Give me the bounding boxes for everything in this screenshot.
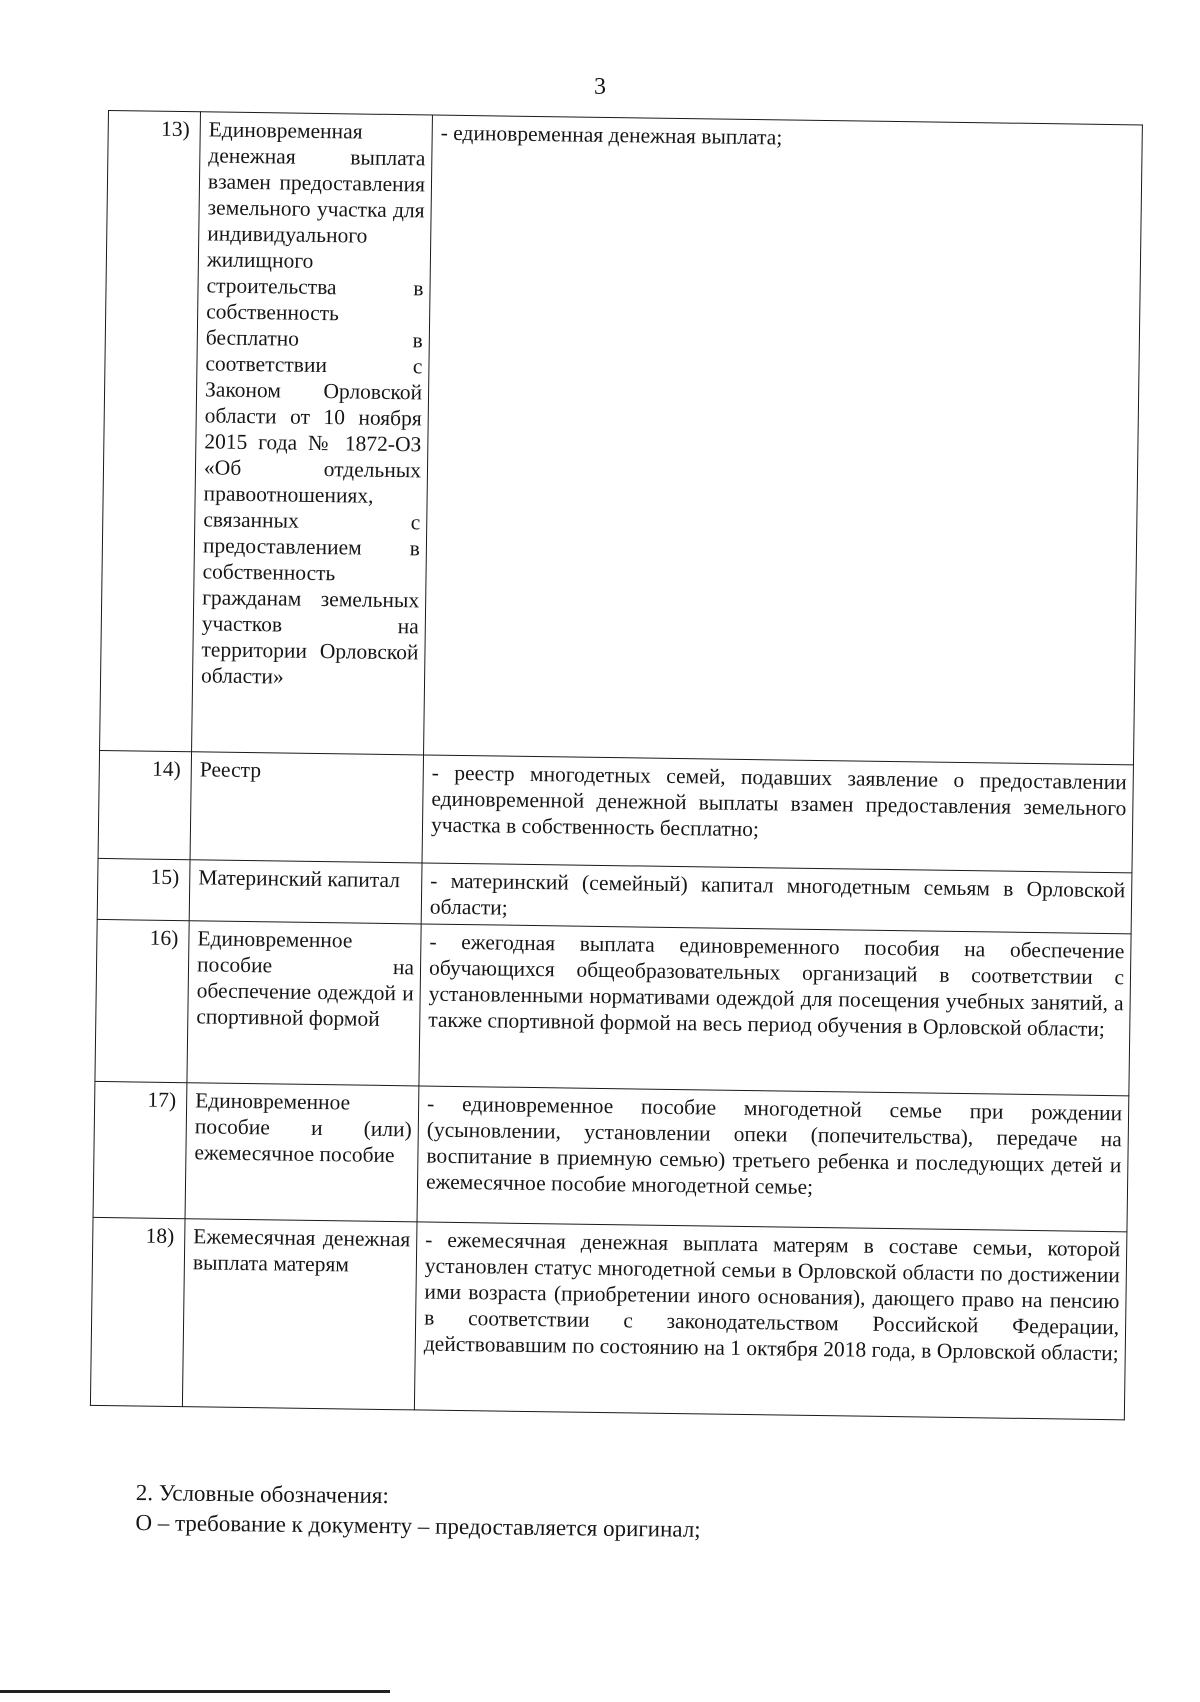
table-row [100, 111, 1143, 765]
row-number: 16) [95, 919, 189, 1082]
row-name: Единовременное пособие на обеспечение одеждой и спортивной формой [187, 921, 421, 1086]
row-number: 18) [90, 1217, 185, 1406]
row-number: 13) [100, 111, 201, 752]
table-row [98, 750, 1133, 872]
row-number: 14) [98, 750, 191, 859]
notes-line: О – требование к документу – предоставляется оригинал; [135, 1509, 701, 1542]
row-description: - единовременное пособие многодетной семье при рождении (усыновлении, установлении опеки (попечительства), передаче на воспитание в приемную семью) третьего ребенка и последующих детей и ежемесячное пособие многодетной семье; [417, 1086, 1129, 1232]
table-row [90, 1217, 1127, 1419]
row-name: Материнский капитал [189, 860, 422, 924]
row-name: Ежемесячная денежная выплата матерям [182, 1219, 417, 1410]
bottom-scan-line [0, 1690, 390, 1693]
row-description: - материнский (семейный) капитал многодетным семьям в Орловской области; [421, 863, 1132, 934]
row-number: 15) [97, 858, 190, 920]
page-number: 3 [594, 74, 606, 100]
row-name [192, 112, 433, 755]
row-description: - единовременная денежная выплата; [424, 115, 1143, 765]
row-number: 17) [93, 1081, 187, 1218]
row-description: - ежегодная выплата единовременного пособия на обеспечение обучающихся общеобразовательных организаций в соответствии с установленными нормативами одеждой для посещения учебных занятий, а также спортивной формой на весь период обучения в Орловской области; [419, 924, 1131, 1096]
notes-heading: 2. Условные обозначения: [135, 1479, 390, 1509]
row-description: - ежемесячная денежная выплата матерям в составе семьи, которой установлен статус многодетной семьи в Орловской области по достижении ими возраста (приобретении иного основания), дающего право на пенсию в соответствии с законодательством Российской Федерации, действовавшим по состоянию на 1 октября 2018 года, в Орловской области; [414, 1222, 1127, 1420]
row-name-text: Единовременная денежная выплата взамен предоставления земельного участка для индивидуального жилищного строительства в собственность бесплатно в соответствии с Законом Орловской области от 10 ноября 2015 года № 1872-ОЗ «Об отдельных правоотношениях, связанных с предоставлением в собственность гражданам земельных участков на территории Орловской области» [200, 117, 426, 689]
row-description: - реестр многодетных семей, подавших заявление о предоставлении единовременной денежной выплаты взамен предоставления земельного участка в собственность бесплатно; [422, 755, 1133, 873]
notes-section [135, 1478, 701, 1545]
row-name: Единовременное пособие и (или) ежемесячное пособие [185, 1083, 419, 1222]
table-row [95, 919, 1131, 1095]
table-row [93, 1081, 1129, 1231]
row-name: Реестр [190, 752, 423, 863]
benefits-table [90, 110, 1143, 1420]
